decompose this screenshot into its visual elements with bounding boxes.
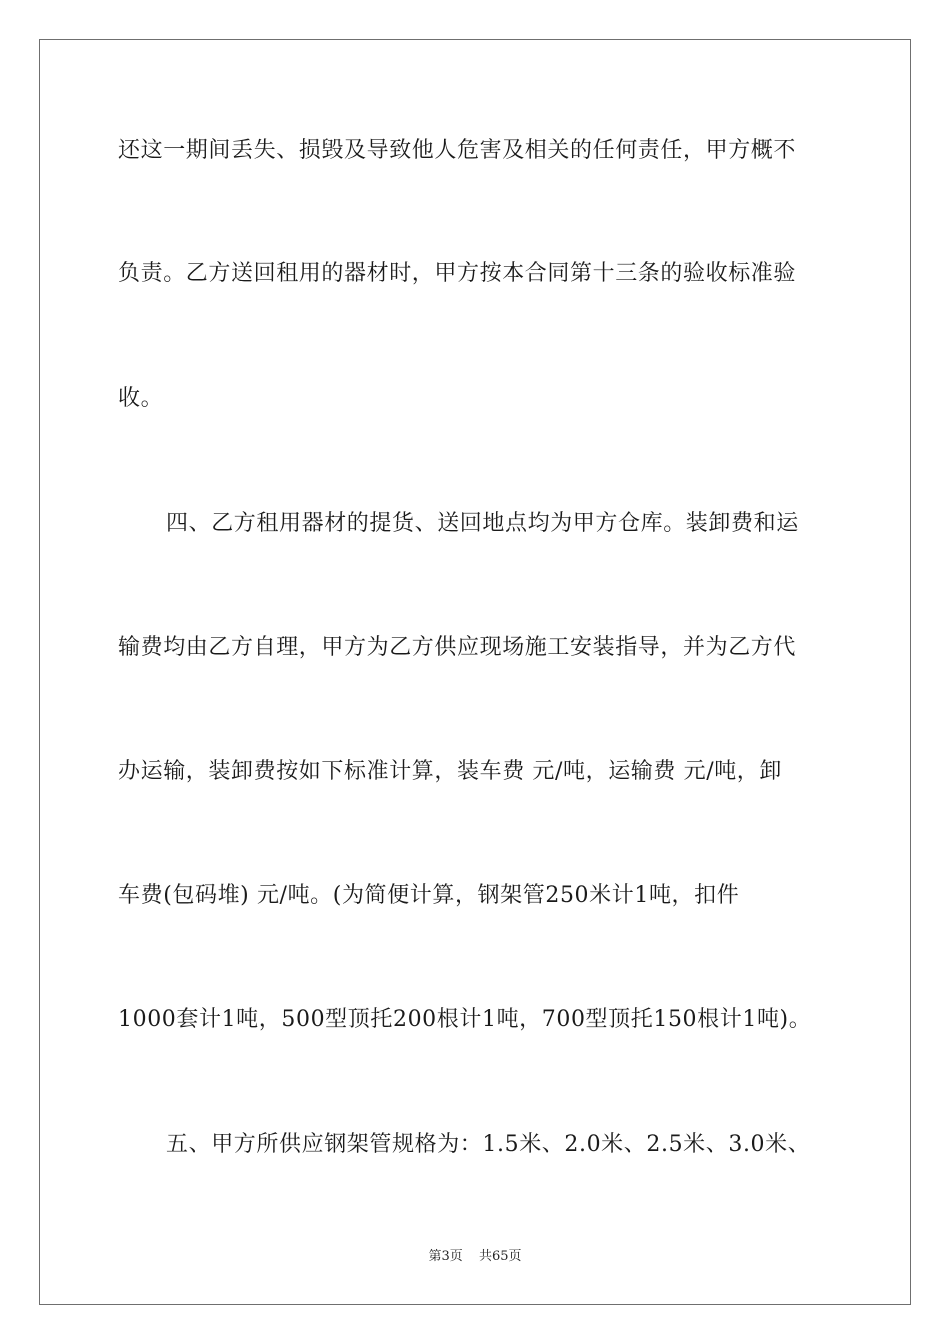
page-border (39, 39, 911, 1305)
paragraph-line: 负责。乙方送回租用的器材时，甲方按本合同第十三条的验收标准验 (118, 261, 797, 286)
paragraph-line: 五、甲方所供应钢架管规格为：1.5米、2.0米、2.5米、3.0米、 (166, 1132, 811, 1157)
paragraph-line: 收。 (118, 386, 164, 411)
paragraph-line: 办运输，装卸费按如下标准计算，装车费 元/吨，运输费 元/吨，卸 (118, 759, 783, 784)
page-total: 共65页 (478, 1249, 522, 1264)
paragraph-line: 1000套计1吨，500型顶托200根计1吨，700型顶托150根计1吨)。 (118, 1007, 812, 1032)
paragraph-line: 还这一期间丢失、损毁及导致他人危害及相关的任何责任，甲方概不 (118, 138, 797, 163)
paragraph-line: 车费(包码堆) 元/吨。(为简便计算，钢架管250米计1吨，扣件 (118, 883, 740, 908)
paragraph-line: 四、乙方租用器材的提货、送回地点均为甲方仓库。装卸费和运 (166, 511, 799, 536)
paragraph-line: 输费均由乙方自理，甲方为乙方供应现场施工安装指导，并为乙方代 (118, 635, 797, 660)
page-number: 第3页 (428, 1249, 463, 1264)
page-footer (0, 1248, 950, 1266)
